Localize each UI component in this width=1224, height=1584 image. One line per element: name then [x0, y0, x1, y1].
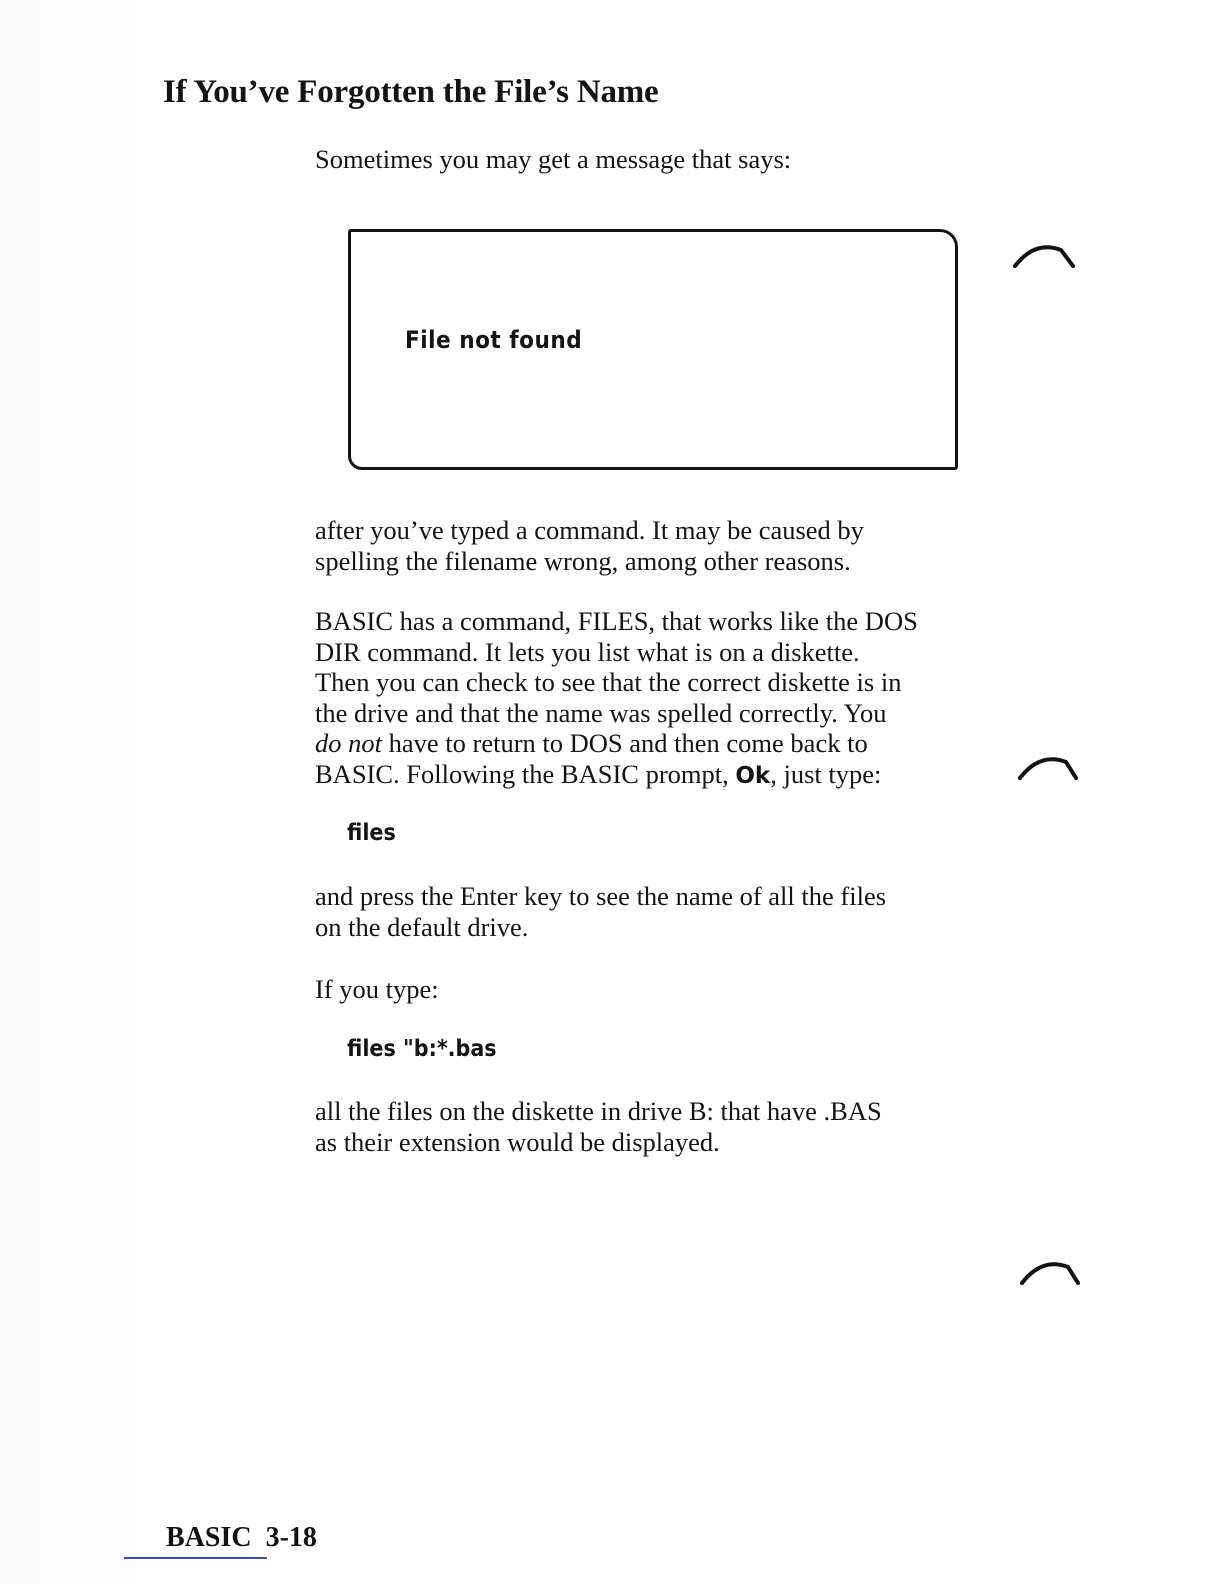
paragraph-line: [315, 759, 918, 792]
code-files: files: [347, 820, 396, 846]
footer-rule: [124, 1557, 267, 1559]
files-command-paragraph: [315, 606, 918, 791]
paragraph-line: [315, 728, 918, 759]
if-you-type-paragraph: If you type:: [315, 974, 439, 1004]
paragraph-after-message: [315, 515, 864, 576]
page-footer: [166, 1522, 317, 1554]
page-margin-shade: [0, 0, 145, 1584]
paragraph-line: spelling the filename wrong, among other reasons.: [315, 545, 851, 576]
paragraph-line: the drive and that the name was spelled correctly. You: [315, 697, 887, 728]
emphasis-do-not: do not: [315, 728, 382, 758]
page-tab-mark-icon: [1018, 756, 1080, 780]
paragraph-line: BASIC has a command, FILES, that works like the DOS: [315, 606, 918, 636]
intro-paragraph: Sometimes you may get a message that says:: [315, 144, 792, 174]
basic-prompt-ok: Ok: [735, 762, 771, 789]
page-tab-mark-icon: [1013, 244, 1075, 268]
paragraph-line: all the files on the diskette in drive B: that have .BAS: [315, 1096, 882, 1126]
paragraph-line: as their extension would be displayed.: [315, 1126, 720, 1157]
message-box-text: File not found: [405, 326, 583, 354]
footer-section: BASIC: [166, 1522, 252, 1553]
line-text: , just type:: [770, 758, 882, 789]
line-text: BASIC. Following the BASIC prompt,: [315, 758, 736, 789]
paragraph-line: Then you can check to see that the correct diskette is in: [315, 667, 902, 697]
line-text: have to return to DOS and then come back to: [382, 728, 868, 758]
paragraph-line: DIR command. It lets you list what is on a diskette.: [315, 636, 860, 667]
code-files-bas: files "b:*.bas: [347, 1036, 497, 1062]
paragraph-line: on the default drive.: [315, 911, 529, 942]
section-heading: If You’ve Forgotten the File’s Name: [163, 74, 659, 110]
footer-page-number: 3-18: [265, 1522, 317, 1553]
paragraph-line: and press the Enter key to see the name of all the files: [315, 881, 887, 911]
page-tab-mark-icon: [1020, 1261, 1082, 1285]
paragraph-line: after you’ve typed a command. It may be caused by: [315, 515, 864, 545]
displayed-paragraph: [315, 1096, 882, 1157]
enter-key-paragraph: [315, 881, 886, 942]
